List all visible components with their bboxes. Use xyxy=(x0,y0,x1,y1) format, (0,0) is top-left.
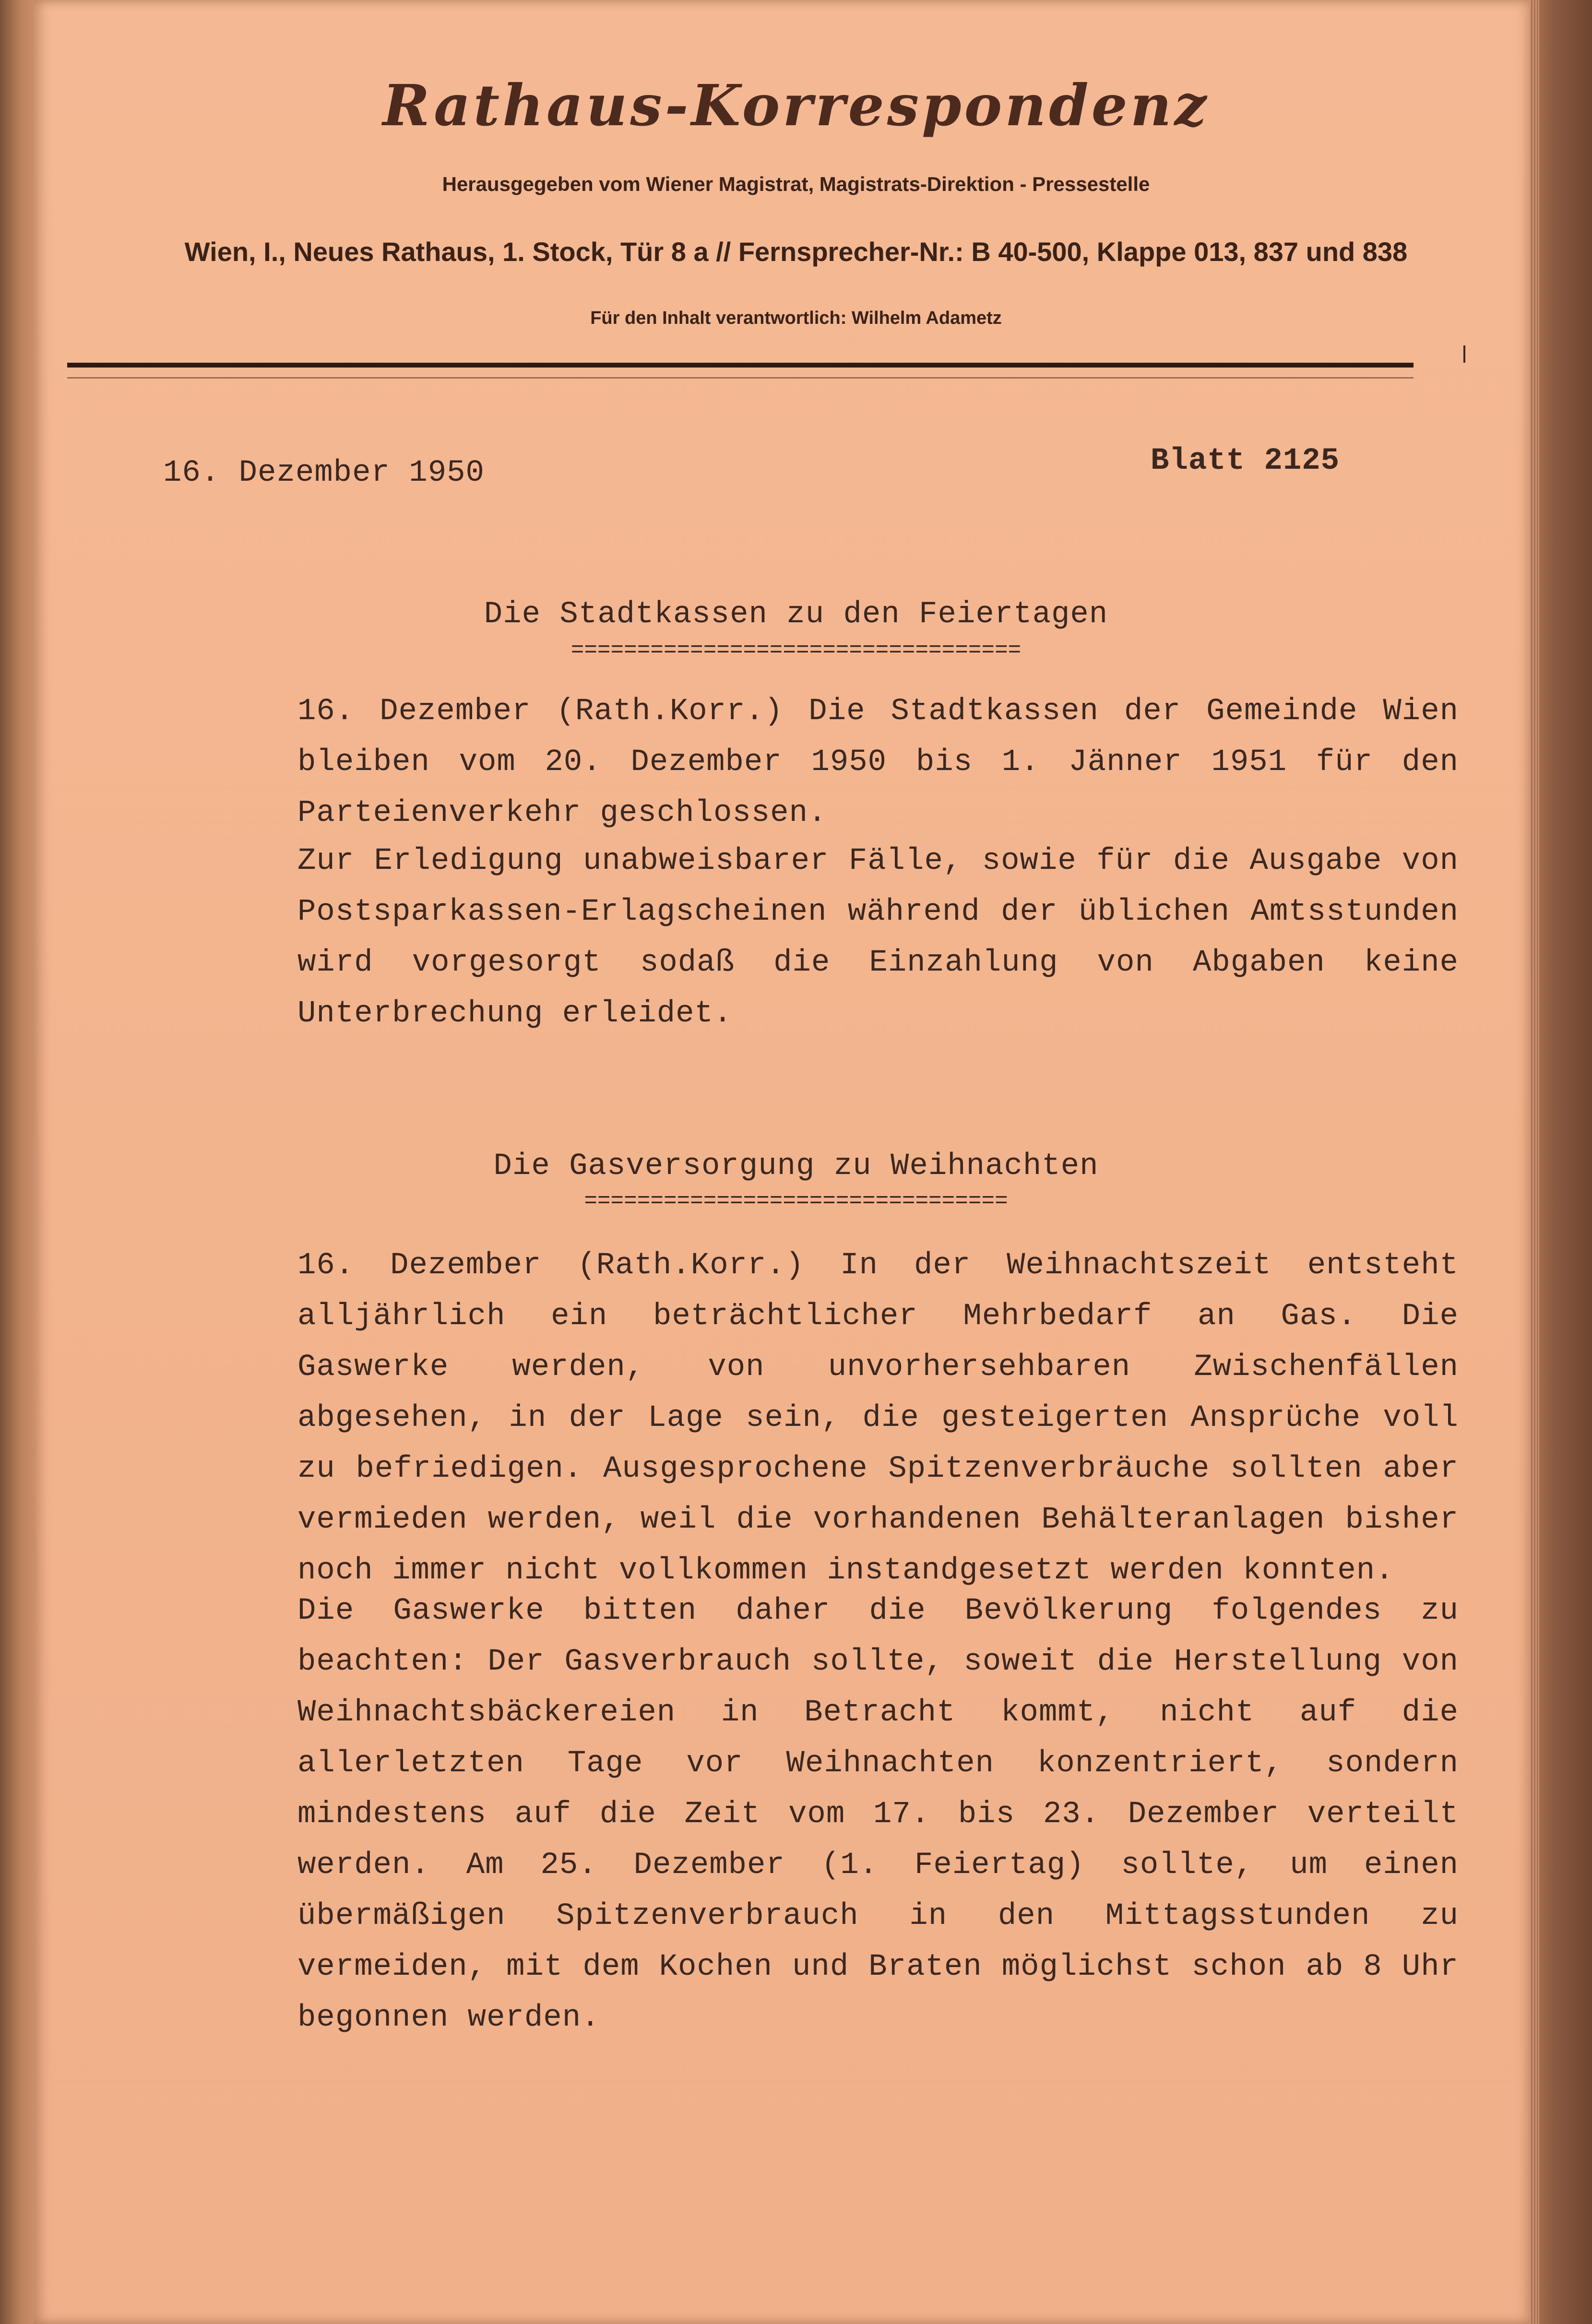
article-paragraph xyxy=(163,686,1459,839)
article-paragraph xyxy=(163,836,1459,1039)
paragraph-text: Zur Erledigung unabweisbarer Fälle, sowie für die Ausgabe von Postsparkassen-Erlagscheinen während der üblichen Amtsstunden wird vorgesorgt sodaß die Einzahlung von Abgaben keine Unterbrechung erleidet. xyxy=(297,844,1459,1031)
heading-underline: ================================ xyxy=(584,1189,1008,1214)
article-heading: Die Gasversorgung zu Weihnachten xyxy=(493,1149,1099,1184)
date-line: 16. Dezember 1950 xyxy=(163,456,485,490)
article-paragraph xyxy=(163,1240,1459,1596)
article-paragraph xyxy=(163,1586,1459,2043)
paragraph-text: 16. Dezember (Rath.Korr.) In der Weihnachtszeit entsteht alljährlich ein beträchtlicher Mehrbedarf an Gas. Die Gaswerke werden, von unvorhersehbaren Zwischenfällen abgesehen, in der Lage sein, die gesteigerten Ansprüche voll zu befriedigen. Ausgesprochene Spitzenverbräuche sollten aber vermieden werden, weil die vorhandenen Behälteranlagen bisher noch immer nicht vollkommen instandgesetzt werden konnten. xyxy=(297,1248,1459,1588)
masthead-title: Rathaus-Korrespondenz xyxy=(382,72,1210,139)
heading-underline: ================================== xyxy=(570,638,1022,663)
paragraph-text: 16. Dezember (Rath.Korr.) Die Stadtkassen der Gemeinde Wien bleiben vom 20. Dezember 1950 bis 1. Jänner 1951 für den Parteienverkehr geschlossen. xyxy=(297,694,1459,830)
masthead-address: Wien, I., Neues Rathaus, 1. Stock, Tür 8 a // Fernsprecher-Nr.: B 40-500, Klappe 013, 837 und 838 xyxy=(184,237,1408,267)
article-heading: Die Stadtkassen zu den Feiertagen xyxy=(484,597,1108,632)
paragraph-text: Die Gaswerke bitten daher die Bevölkerung folgendes zu beachten: Der Gasverbrauch sollte, soweit die Herstellung von Weihnachtsbäckereien in Betracht kommt, nicht auf die allerletzten Tage vor Weihnachten konzentriert, sondern mindestens auf die Zeit vom 17. bis 23. Dezember verteilt werden. Am 25. Dezember (1. Feiertag) sollte, um einen übermäßigen Spitzenverbrauch in den Mittagsstunden zu vermeiden, mit dem Kochen und Braten möglichst schon ab 8 Uhr begonnen werden. xyxy=(297,1594,1459,2035)
sheet-number xyxy=(1151,444,1340,478)
masthead-publisher: Herausgegeben vom Wiener Magistrat, Magistrats-Direktion - Pressestelle xyxy=(442,173,1150,195)
sheet-number-text: Blatt 2125 xyxy=(1151,444,1340,478)
masthead-rule-thin xyxy=(67,377,1414,379)
masthead-responsible: Für den Inhalt verantwortlich: Wilhelm Adametz xyxy=(590,308,1002,328)
masthead-rule xyxy=(67,363,1414,368)
margin-mark xyxy=(1463,345,1465,363)
